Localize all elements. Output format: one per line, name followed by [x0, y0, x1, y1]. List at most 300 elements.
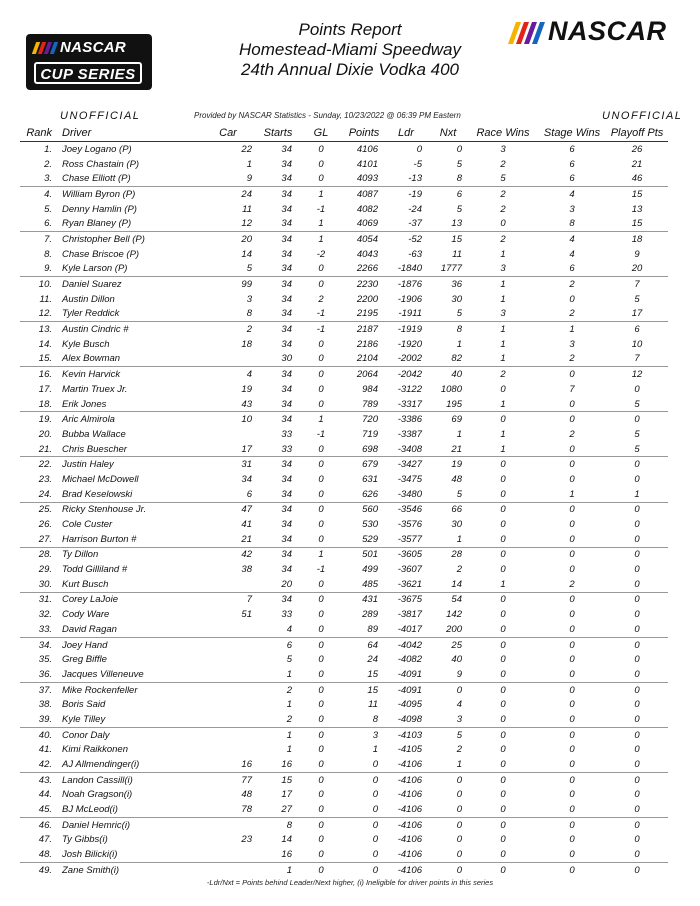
cell-driver: Ricky Stenhouse Jr. [58, 502, 198, 517]
cell-race-wins: 0 [468, 547, 538, 562]
cell-nxt: 25 [428, 637, 468, 652]
cell-gl: 0 [318, 804, 324, 816]
table-row [20, 757, 668, 772]
cell-gl: 0 [318, 519, 324, 531]
cell-driver: Jacques Villeneuve [62, 668, 144, 680]
cell-stage-wins: 3 [569, 203, 575, 215]
cup-series-logo [26, 34, 152, 90]
cell-ldr: -3408 [397, 443, 422, 455]
cell-driver: Chase Elliott (P) [62, 173, 131, 185]
cell-driver: Corey LaJoie [58, 592, 198, 607]
report-title-block [200, 20, 500, 80]
cell-nxt: 4 [456, 699, 462, 711]
table-row [20, 202, 668, 217]
cell-ldr: -1840 [397, 263, 422, 275]
cell-car: 48 [241, 789, 252, 801]
cell-race-wins: 1 [500, 578, 506, 590]
table-row [20, 367, 668, 382]
cell-points: 15 [344, 682, 384, 697]
cell-rank: 13. [20, 322, 58, 337]
table-row [20, 517, 668, 532]
cell-rank: 35. [38, 654, 52, 666]
cell-stage-wins: 8 [569, 218, 575, 230]
cell-starts: 34 [258, 277, 298, 292]
cell-car [198, 712, 258, 727]
cell-driver: Aric Almirola [58, 412, 198, 427]
cell-points: 4093 [356, 173, 378, 185]
cell-points: 0 [344, 817, 384, 832]
cell-points: 4054 [344, 232, 384, 247]
cell-playoff-pts: 15 [606, 187, 668, 202]
cell-nxt: 40 [428, 367, 468, 382]
cell-points: 2200 [356, 293, 378, 305]
cell-race-wins: 0 [500, 383, 506, 395]
cell-race-wins: 0 [500, 668, 506, 680]
cell-car [198, 682, 258, 697]
cell-rank: 10. [20, 277, 58, 292]
cell-race-wins: 2 [468, 187, 538, 202]
cell-nxt: 5 [456, 203, 462, 215]
cell-playoff-pts: 0 [634, 834, 640, 846]
cell-starts: 14 [281, 834, 292, 846]
cell-nxt: 0 [428, 682, 468, 697]
cell-starts: 16 [281, 849, 292, 861]
table-row [20, 397, 668, 412]
cell-stage-wins: 0 [569, 473, 575, 485]
cell-car [198, 863, 258, 878]
cell-nxt: 69 [428, 412, 468, 427]
table-row [20, 863, 668, 878]
cell-nxt: 28 [428, 547, 468, 562]
cell-race-wins: 0 [468, 412, 538, 427]
cell-gl: 1 [298, 232, 344, 247]
cell-ldr: -4106 [397, 849, 422, 861]
cell-car [198, 667, 258, 682]
cell-gl: 0 [318, 533, 324, 545]
cell-car: 17 [241, 443, 252, 455]
cell-gl: -1 [316, 308, 326, 320]
cell-gl: -1 [298, 322, 344, 337]
cell-race-wins: 0 [500, 218, 506, 230]
cell-race-wins: 2 [468, 367, 538, 382]
cell-driver: Brad Keselowski [62, 488, 133, 500]
cell-playoff-pts: 6 [606, 322, 668, 337]
cell-nxt: 13 [451, 218, 462, 230]
cell-starts: 34 [258, 547, 298, 562]
cell-ldr: -3427 [384, 457, 428, 472]
cell-starts: 33 [281, 443, 292, 455]
table-row [20, 262, 668, 277]
cell-starts: 34 [258, 457, 298, 472]
cell-race-wins: 0 [468, 817, 538, 832]
cell-starts: 20 [281, 578, 292, 590]
cell-gl: 0 [298, 457, 344, 472]
cell-starts: 34 [258, 367, 298, 382]
table-row [20, 833, 668, 848]
cell-playoff-pts: 0 [634, 849, 640, 861]
cell-ldr: -4091 [384, 682, 428, 697]
cell-stage-wins: 2 [569, 308, 575, 320]
cell-car: 24 [198, 187, 258, 202]
cell-starts: 34 [281, 293, 292, 305]
cell-rank: 18. [38, 398, 52, 410]
cell-nxt: 48 [451, 473, 462, 485]
cell-stage-wins: 0 [569, 293, 575, 305]
cell-starts: 30 [281, 353, 292, 365]
cell-playoff-pts: 0 [606, 772, 668, 787]
cell-car: 19 [241, 383, 252, 395]
cell-nxt: 82 [451, 353, 462, 365]
cell-nxt: 2 [456, 564, 462, 576]
cell-car: 3 [246, 293, 252, 305]
unofficial-label-left: UNOFFICIAL [60, 110, 141, 122]
cell-starts: 1 [258, 863, 298, 878]
nascar-logo [510, 16, 670, 52]
cell-gl: 0 [318, 713, 324, 725]
table-row [20, 216, 668, 231]
cell-playoff-pts: 0 [634, 804, 640, 816]
cell-starts: 8 [258, 817, 298, 832]
cell-rank: 20. [38, 428, 52, 440]
cell-race-wins: 0 [500, 519, 506, 531]
cell-gl: 0 [318, 488, 324, 500]
cell-driver: Ross Chastain (P) [62, 158, 140, 170]
cell-gl: 1 [298, 547, 344, 562]
cell-driver: Joey Hand [58, 637, 198, 652]
cell-race-wins: 0 [500, 564, 506, 576]
cell-driver: Conor Daly [58, 727, 198, 742]
cell-ldr: -4106 [384, 817, 428, 832]
cell-race-wins: 0 [500, 609, 506, 621]
cell-stage-wins: 4 [538, 187, 606, 202]
cell-points: 720 [344, 412, 384, 427]
cell-nxt: 0 [428, 772, 468, 787]
table-row [20, 487, 668, 502]
cell-driver: Landon Cassill(i) [58, 772, 198, 787]
cell-driver: Chase Briscoe (P) [62, 248, 140, 260]
cell-ldr: -4106 [397, 804, 422, 816]
cell-points: 631 [362, 473, 378, 485]
cell-rank: 16. [20, 367, 58, 382]
cell-car: 23 [241, 834, 252, 846]
cell-gl: 0 [318, 398, 324, 410]
cell-gl: -1 [316, 203, 326, 215]
cell-ldr: -4082 [397, 654, 422, 666]
cell-race-wins: 1 [468, 277, 538, 292]
cell-stage-wins: 4 [569, 248, 575, 260]
cell-car: 20 [198, 232, 258, 247]
table-row [20, 532, 668, 547]
cell-playoff-pts: 0 [634, 654, 640, 666]
cell-nxt: 0 [428, 863, 468, 878]
cell-starts: 34 [258, 592, 298, 607]
cell-race-wins: 0 [500, 834, 506, 846]
table-row [20, 788, 668, 803]
cell-ldr: -4042 [384, 637, 428, 652]
table-row [20, 277, 668, 292]
report-title: Points Report [298, 20, 402, 39]
cell-driver: William Byron (P) [58, 187, 198, 202]
cell-driver: Kurt Busch [62, 578, 109, 590]
cell-playoff-pts: 0 [634, 699, 640, 711]
cell-driver: Kyle Larson (P) [62, 263, 128, 275]
cell-starts: 1 [258, 727, 298, 742]
cell-car [198, 622, 258, 637]
cell-starts: 34 [258, 502, 298, 517]
cell-nxt: 30 [451, 519, 462, 531]
table-row [20, 322, 668, 337]
cell-gl: 0 [318, 623, 324, 635]
cell-points: 2195 [356, 308, 378, 320]
cell-playoff-pts: 0 [634, 473, 640, 485]
cell-starts: 4 [286, 623, 292, 635]
cell-playoff-pts: 0 [606, 637, 668, 652]
cell-ldr: -3817 [397, 609, 422, 621]
cell-stage-wins: 2 [569, 353, 575, 365]
cell-starts: 2 [286, 713, 292, 725]
cell-points: 89 [367, 623, 378, 635]
cell-playoff-pts: 0 [606, 727, 668, 742]
cell-car: 51 [241, 609, 252, 621]
cell-playoff-pts: 0 [634, 383, 640, 395]
cell-stage-wins: 0 [569, 789, 575, 801]
cell-nxt: 8 [428, 322, 468, 337]
cell-stage-wins: 0 [569, 834, 575, 846]
cell-ldr: -4106 [397, 834, 422, 846]
cell-ldr: 0 [416, 143, 422, 155]
cell-starts: 5 [286, 654, 292, 666]
cell-race-wins: 0 [500, 849, 506, 861]
cell-rank: 37. [20, 682, 58, 697]
cell-ldr: -3480 [397, 488, 422, 500]
column-header-stage-wins: Stage Wins [538, 125, 606, 142]
cell-gl: 0 [318, 473, 324, 485]
cell-race-wins: 2 [500, 158, 506, 170]
cell-driver: BJ McLeod(i) [62, 804, 118, 816]
cell-car [198, 427, 258, 442]
cell-starts: 1 [286, 744, 292, 756]
cell-stage-wins: 0 [569, 699, 575, 711]
cell-stage-wins: 6 [569, 143, 575, 155]
column-header-nxt: Nxt [428, 125, 468, 142]
cell-driver: Joey Logano (P) [62, 143, 132, 155]
cell-rank: 34. [20, 637, 58, 652]
cell-rank: 22. [20, 457, 58, 472]
cell-car: 21 [241, 533, 252, 545]
cell-points: 0 [372, 804, 378, 816]
cell-starts: 27 [281, 804, 292, 816]
cell-playoff-pts: 5 [634, 398, 640, 410]
cell-race-wins: 0 [468, 637, 538, 652]
cell-points: 2064 [344, 367, 384, 382]
cell-nxt: 0 [428, 817, 468, 832]
cell-car: 22 [241, 143, 252, 155]
cell-playoff-pts: 15 [631, 218, 643, 230]
cell-nxt: 14 [451, 578, 462, 590]
cell-rank: 28. [20, 547, 58, 562]
cell-stage-wins: 0 [538, 727, 606, 742]
cell-rank: 40. [20, 727, 58, 742]
cell-points: 4101 [356, 158, 378, 170]
cell-race-wins: 0 [468, 682, 538, 697]
table-row [20, 727, 668, 742]
cell-playoff-pts: 21 [631, 158, 643, 170]
cell-stage-wins: 0 [569, 654, 575, 666]
cell-gl: 0 [298, 863, 344, 878]
cell-playoff-pts: 0 [634, 713, 640, 725]
cell-race-wins: 3 [500, 143, 506, 155]
cell-starts: 34 [281, 488, 292, 500]
cell-nxt: 1 [456, 428, 462, 440]
cell-ldr: -52 [384, 232, 428, 247]
table-row [20, 547, 668, 562]
cell-nxt: 200 [446, 623, 462, 635]
cell-starts: 34 [281, 173, 292, 185]
cell-starts: 1 [286, 699, 292, 711]
cell-driver: AJ Allmendinger(i) [62, 759, 140, 771]
cell-car: 31 [198, 457, 258, 472]
table-row [20, 427, 668, 442]
cell-rank: 49. [20, 863, 58, 878]
cell-gl: 0 [318, 668, 324, 680]
cell-stage-wins: 0 [569, 609, 575, 621]
cell-gl: 0 [318, 338, 324, 350]
cell-points: 698 [362, 443, 378, 455]
track-name: Homestead-Miami Speedway [238, 40, 462, 59]
table-row [20, 157, 668, 172]
cell-nxt: 54 [428, 592, 468, 607]
cell-points: 2266 [356, 263, 378, 275]
cell-gl: 0 [318, 609, 324, 621]
table-row [20, 457, 668, 472]
cell-points: 2186 [356, 338, 378, 350]
cell-nxt: 1 [456, 338, 462, 350]
unofficial-label-right: UNOFFICIAL [602, 110, 683, 122]
cell-ldr: -1911 [398, 308, 422, 320]
table-row [20, 802, 668, 817]
cell-race-wins: 0 [468, 863, 538, 878]
cell-playoff-pts: 0 [606, 682, 668, 697]
cell-starts: 34 [281, 158, 292, 170]
cell-gl: 2 [318, 293, 324, 305]
cell-points: 11 [368, 699, 378, 711]
table-row [20, 232, 668, 247]
cell-playoff-pts: 0 [606, 502, 668, 517]
cell-driver: Erik Jones [62, 398, 107, 410]
cell-gl: 0 [318, 143, 324, 155]
cell-ldr: -13 [408, 173, 422, 185]
cell-ldr: -3475 [397, 473, 422, 485]
cell-gl: 0 [318, 699, 324, 711]
cell-nxt: 5 [428, 727, 468, 742]
table-body [20, 142, 668, 878]
cell-rank: 5. [44, 203, 52, 215]
cell-driver: Bubba Wallace [62, 428, 126, 440]
cell-stage-wins: 7 [569, 383, 575, 395]
nascar-logo-text: NASCAR [548, 16, 667, 46]
cup-logo-nascar-text: NASCAR [60, 39, 126, 56]
cell-points: 2230 [344, 277, 384, 292]
cell-nxt: 0 [456, 804, 462, 816]
table-row [20, 187, 668, 202]
cell-race-wins: 0 [500, 804, 506, 816]
cell-points: 485 [362, 578, 378, 590]
cell-nxt: 36 [428, 277, 468, 292]
cell-car: 12 [241, 218, 252, 230]
column-header-driver: Driver [58, 125, 198, 142]
table-row [20, 652, 668, 667]
table-row [20, 622, 668, 637]
cell-rank: 21. [38, 443, 52, 455]
cell-stage-wins: 0 [569, 759, 575, 771]
cell-car: 7 [198, 592, 258, 607]
cell-points: 1 [372, 744, 378, 756]
cell-rank: 24. [38, 488, 52, 500]
cell-car [198, 847, 258, 862]
cell-car: 78 [241, 804, 252, 816]
cell-stage-wins: 0 [538, 637, 606, 652]
cell-race-wins: 0 [468, 592, 538, 607]
cell-points: 2187 [344, 322, 384, 337]
cell-points: 15 [367, 668, 378, 680]
cell-rank: 11. [39, 293, 52, 305]
cell-playoff-pts: 46 [631, 173, 643, 185]
cell-race-wins: 0 [500, 789, 506, 801]
cell-nxt: 0 [456, 849, 462, 861]
cell-ldr: -3607 [397, 564, 422, 576]
cell-playoff-pts: 0 [606, 547, 668, 562]
cell-playoff-pts: 0 [634, 578, 640, 590]
cell-rank: 47. [38, 834, 52, 846]
cell-gl: 0 [318, 578, 324, 590]
cell-rank: 6. [44, 218, 52, 230]
cell-stage-wins: 1 [538, 322, 606, 337]
cell-nxt: 66 [428, 502, 468, 517]
cell-gl: 0 [298, 502, 344, 517]
cell-car [198, 637, 258, 652]
cell-car: 10 [198, 412, 258, 427]
cell-ldr: -4095 [397, 699, 422, 711]
cell-gl: 0 [318, 834, 324, 846]
cell-driver: David Ragan [62, 623, 117, 635]
cell-stage-wins: 0 [538, 863, 606, 878]
cell-car: 38 [241, 564, 252, 576]
table-row [20, 412, 668, 427]
cell-gl: 0 [298, 772, 344, 787]
cell-gl: 0 [318, 744, 324, 756]
cell-rank: 23. [38, 473, 52, 485]
cell-car [198, 697, 258, 712]
cell-driver: Daniel Suarez [58, 277, 198, 292]
cell-driver: Harrison Burton # [62, 533, 137, 545]
table-row [20, 772, 668, 787]
cell-starts: 34 [281, 248, 292, 260]
table-row [20, 697, 668, 712]
cell-points: 530 [362, 519, 378, 531]
cell-ldr: -3386 [384, 412, 428, 427]
cell-race-wins: 1 [500, 428, 506, 440]
table-row [20, 472, 668, 487]
cell-stage-wins: 0 [569, 713, 575, 725]
cell-gl: 0 [298, 817, 344, 832]
cell-starts: 34 [281, 263, 292, 275]
cell-stage-wins: 0 [538, 412, 606, 427]
cell-driver: Kimi Raikkonen [62, 744, 128, 756]
cell-ldr: -1920 [397, 338, 422, 350]
cell-stage-wins: 0 [569, 849, 575, 861]
cell-points: 0 [372, 849, 378, 861]
cell-playoff-pts: 26 [631, 143, 643, 155]
